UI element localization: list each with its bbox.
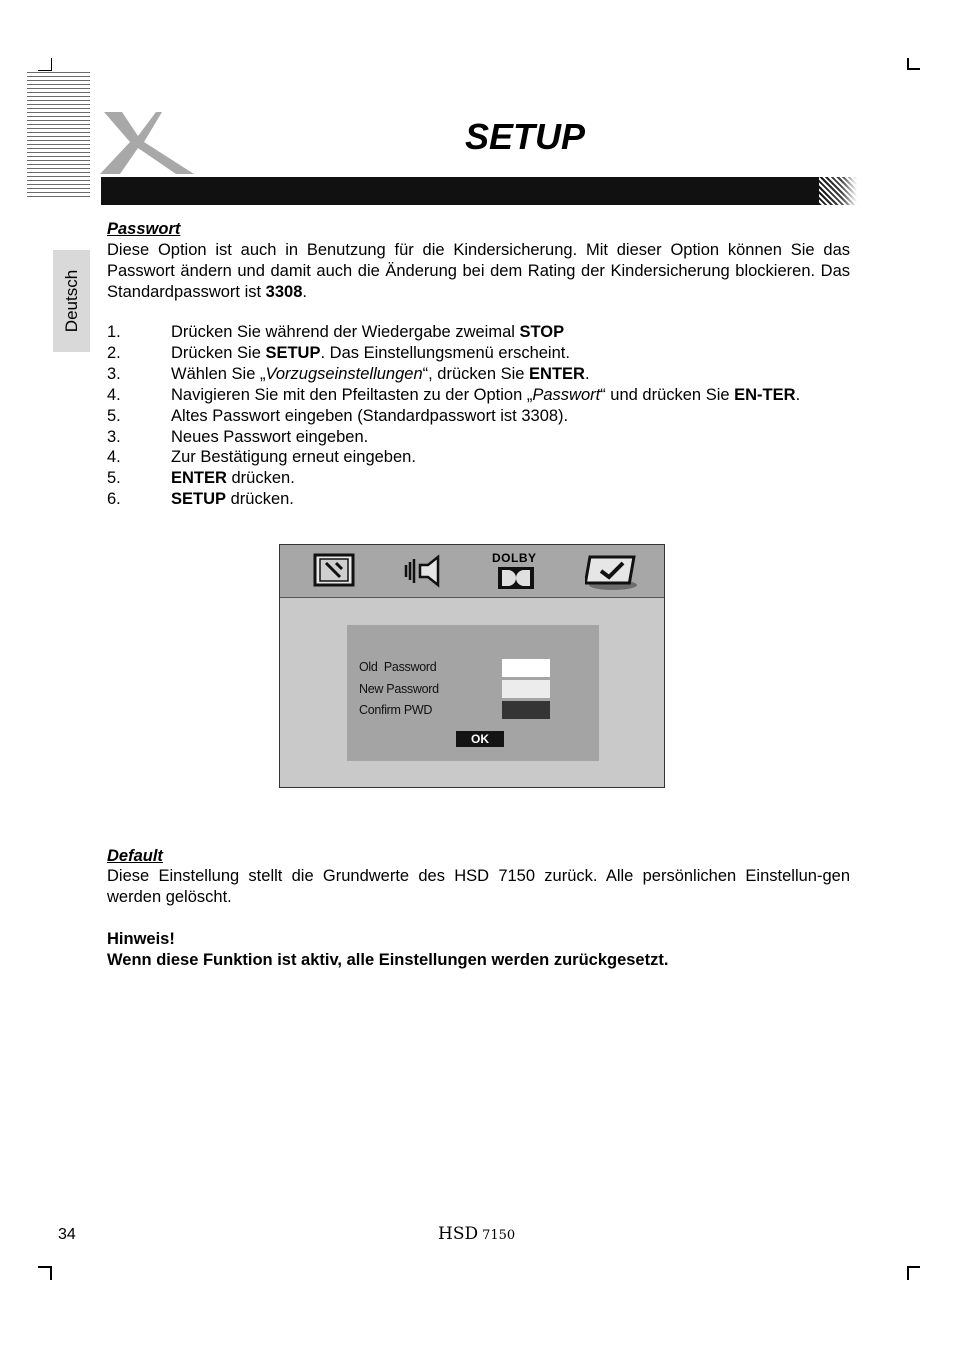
step-number: 3. [107,364,121,383]
old-password-field[interactable] [502,659,550,677]
step-text-part: ENTER [529,364,585,383]
step-text [171,322,850,343]
header-stripes [27,72,90,200]
new-password-label: New Password [359,682,439,696]
step-text [171,364,850,385]
step-text-part: . [584,364,590,383]
step-text-part: Wählen Sie „ [171,364,266,383]
step-text-part: Vorzugseinstellungen [265,364,423,383]
general-setup-icon [310,551,358,591]
step-item [107,385,850,406]
step-item [107,322,850,343]
audio-setup-icon [400,551,448,591]
step-text-part: Navigieren Sie mit den Pfeiltasten zu der Option „ [171,385,533,404]
default-password: 3308 [265,283,303,301]
step-number: 5. [107,469,121,488]
step-text-part: “, drücken Sie [422,364,530,383]
dolby-label: DOLBY [492,551,537,565]
step-number: 2. [107,343,121,362]
step-text [171,489,850,510]
step-number: 3. [107,427,121,446]
step-item [107,364,850,385]
language-tab-label: Deutsch [61,269,81,333]
step-text [171,468,850,489]
confirm-password-field[interactable] [502,701,550,719]
passwort-heading: Passwort [107,220,181,238]
footer-brand [438,1224,515,1244]
step-number: 5. [107,406,121,425]
step-text-part: SETUP [265,343,321,362]
step-text-part: drücken. [226,490,294,509]
password-dialog [347,625,599,761]
page-title: SETUP [465,116,586,157]
steps-list [107,322,850,510]
step-text-part: ENTER [171,469,227,488]
crop-mark-top-right-h [907,68,920,70]
model-number: 7150 [482,1228,516,1243]
crop-mark-bottom-left-v [50,1266,52,1280]
step-item [107,447,850,468]
note-title: Hinweis! [107,930,175,948]
old-password-label: Old Password [359,660,437,674]
step-item [107,343,850,364]
step-text-part: Drücken Sie [171,343,266,362]
brand-name: HSD [438,1224,479,1244]
setup-menu-screenshot [279,544,665,788]
step-text-part: . [795,385,801,404]
step-text-part: Passwort [532,385,601,404]
note-body: Wenn diese Funktion ist aktiv, alle Einstellungen werden zurückgesetzt. [107,951,669,969]
step-text-part: Drücken Sie während der Wiedergabe zweimal [171,323,520,341]
step-number: 6. [107,490,121,509]
preferences-icon [585,551,641,591]
step-number: 4. [107,385,121,404]
new-password-field[interactable] [502,680,550,698]
step-text-part: Neues Passwort eingeben. [171,427,369,446]
step-number: 1. [107,323,121,341]
step-text-part: . Das Einstellungsmenü erscheint. [320,343,570,362]
step-item [107,489,850,510]
step-text-part: EN-TER [734,385,796,404]
x-logo-icon [98,108,196,176]
step-text-part: SETUP [171,490,227,509]
language-tab [53,250,90,352]
page-number: 34 [58,1226,76,1243]
step-item [107,427,850,448]
passwort-intro [107,240,850,303]
step-number: 4. [107,448,121,467]
step-text [171,427,850,448]
crop-mark-top-left [51,58,52,70]
crop-mark-top-left-h [38,70,52,71]
step-text [171,385,850,406]
passwort-intro-end: . [302,283,307,301]
step-text [171,447,850,468]
menu-icon-bar [280,545,664,598]
step-text-part: “ und drücken Sie [600,385,735,404]
dolby-icon [494,565,542,591]
default-heading: Default [107,847,163,865]
step-text-part: STOP [519,323,565,341]
ok-button[interactable]: OK [456,731,504,747]
crop-mark-bottom-right-v [907,1266,909,1280]
step-text [171,343,850,364]
step-text [171,406,850,427]
passwort-intro-text: Diese Option ist auch in Benutzung für die Kindersicherung. Mit dieser Option können Sie das Passwort ändern und damit auch die Änderung bei dem Rating der Kindersicherung blockieren. Das Standardpasswort ist [107,241,850,301]
confirm-password-label: Confirm PWD [359,703,433,717]
header-bar [101,177,823,205]
step-item [107,406,850,427]
step-text-part: Altes Passwort eingeben (Standardpasswort ist 3308). [171,406,569,425]
step-text-part: drücken. [226,469,295,488]
step-item [107,468,850,489]
default-body: Diese Einstellung stellt die Grundwerte des HSD 7150 zurück. Alle persönlichen Einstellun-gen werden gelöscht. [107,867,850,906]
step-text-part: Zur Bestätigung erneut eingeben. [171,448,416,467]
header-bar-fade [819,177,857,205]
